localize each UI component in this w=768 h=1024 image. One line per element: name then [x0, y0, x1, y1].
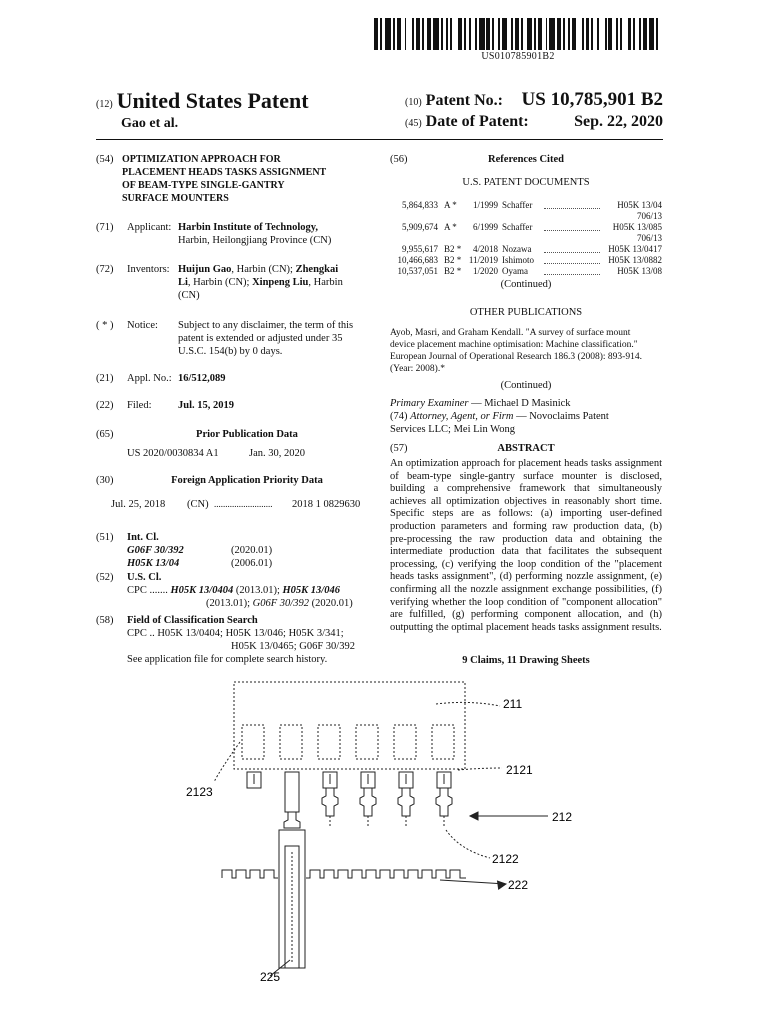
inventor-name: Li [178, 277, 188, 288]
reference-class: H05K 13/085 [612, 222, 662, 232]
patent-number: US 10,785,901 B2 [521, 89, 663, 110]
inventor-place: , Harbin (CN); [231, 264, 296, 275]
references-continued: (Continued) [500, 279, 552, 290]
f72-code: (72) [96, 264, 114, 275]
publications-continued: (Continued) [500, 380, 552, 391]
prior-pub-heading: Prior Publication Data [196, 429, 298, 440]
f58-code: (58) [96, 615, 114, 626]
placement-head-beam [234, 682, 465, 769]
us-patent-docs-heading: U.S. PATENT DOCUMENTS [462, 177, 590, 188]
foreign-number: 2018 1 0829630 [292, 499, 361, 510]
foreign-priority-heading: Foreign Application Priority Data [171, 475, 323, 486]
reference-row [384, 244, 662, 255]
conveyor-rail [222, 870, 466, 878]
reference-name: Schaffer [502, 222, 533, 232]
label-225: 225 [260, 970, 281, 984]
reference-date: 6/1999 [472, 222, 498, 232]
invention-title [122, 153, 326, 205]
invention-title-line: SURFACE MOUNTERS [122, 193, 229, 204]
inventor-name: Zhengkai [295, 264, 339, 275]
cpc-year: (2013.01); [233, 585, 283, 596]
reference-date: 1/1999 [472, 200, 498, 210]
reference-kind: B2 * [444, 255, 462, 265]
reference-patent-number: 10,537,051 [397, 266, 438, 276]
references-heading: References Cited [488, 154, 564, 165]
other-publications-heading: OTHER PUBLICATIONS [469, 307, 583, 318]
date-code: (45) [405, 118, 422, 129]
reference-patent-number: 10,466,683 [397, 255, 438, 265]
patent-number-line [405, 89, 663, 110]
reference-row [384, 200, 662, 211]
filed-label: Filed: [127, 400, 152, 411]
inventor-short: Gao et al. [121, 116, 179, 131]
attorney-label: Attorney, Agent, or Firm [410, 411, 514, 422]
reference-row-cont [384, 211, 662, 222]
int-cl-year: (2020.01) [231, 545, 273, 556]
reference-class: H05K 13/0882 [608, 255, 662, 265]
patent-type [96, 88, 309, 114]
claims-sheets: 9 Claims, 11 Drawing Sheets [462, 655, 590, 666]
invention-title-line: OPTIMIZATION APPROACH FOR [122, 154, 281, 165]
notice-line: U.S.C. 154(b) by 0 days. [178, 346, 283, 357]
applicant [178, 221, 331, 247]
other-publication-line: (Year: 2008).* [390, 364, 445, 374]
us-cl-cpc-cont [206, 597, 353, 610]
reference-kind: A * [444, 200, 457, 210]
abstract-code: (57) [390, 443, 408, 454]
attorney-name-cont: Services LLC; Mei Lin Wong [390, 424, 515, 435]
other-publication-line: European Journal of Operational Research 186.3 (2008): 893-914. [390, 352, 642, 362]
foreign-dots: .......................... [214, 499, 273, 509]
appl-no: 16/512,089 [178, 373, 226, 384]
inventor-place: , Harbin (CN); [187, 277, 253, 288]
patent-no-code: (10) [405, 97, 422, 108]
feeder [279, 830, 305, 968]
f22-code: (22) [96, 400, 114, 411]
reference-class-secondary: 706/13 [636, 233, 662, 243]
label-212: 212 [552, 810, 573, 824]
other-publication-line: Ayob, Masri, and Graham Kendall. "A survey of surface mount [390, 328, 631, 338]
abstract-heading: ABSTRACT [497, 443, 555, 454]
applicant-place: Harbin, Heilongjiang Province (CN) [178, 235, 332, 246]
patent-date: Sep. 22, 2020 [574, 113, 663, 130]
label-2122: 2122 [492, 852, 519, 866]
f56-code: (56) [390, 154, 408, 165]
int-cl-year: (2006.01) [231, 558, 273, 569]
f52-code: (52) [96, 572, 114, 583]
f21-code: (21) [96, 373, 114, 384]
examiner-label: Primary Examiner [390, 398, 469, 409]
foreign-date: Jul. 25, 2018 [111, 499, 166, 510]
reference-class: H05K 13/04 [617, 200, 662, 210]
left-column [96, 153, 372, 673]
reference-name: Schaffer [502, 200, 533, 210]
cpc-code: H05K 13/046 [282, 585, 340, 596]
barcode [374, 18, 662, 50]
reference-leader-dots [544, 208, 600, 209]
reference-leader-dots [544, 230, 600, 231]
applicant-name: Harbin Institute of Technology, [178, 222, 319, 233]
cpc-prefix: CPC ....... [127, 585, 168, 596]
applicant-label: Applicant: [127, 222, 172, 233]
nozzles [322, 788, 452, 816]
patent-title: United States Patent [116, 88, 309, 113]
notice-line: patent is extended or adjusted under 35 [178, 333, 343, 344]
notice-line: Subject to any disclaimer, the term of this [178, 320, 354, 331]
field-search-note: See application file for complete search history. [127, 654, 328, 665]
int-cl-label: Int. Cl. [127, 532, 159, 543]
label-2123: 2123 [186, 785, 213, 799]
cpc-code: G06F 30/392 [252, 598, 309, 609]
inventors-label: Inventors: [127, 264, 170, 275]
date-label: Date of Patent: [425, 113, 529, 130]
other-publication-line: device placement machine optimisation: Machine classification." [390, 340, 638, 350]
reference-class: H05K 13/08 [617, 266, 662, 276]
label-2121: 2121 [506, 763, 533, 777]
reference-name: Oyama [502, 266, 528, 276]
reference-name: Ishimoto [502, 255, 535, 265]
examiner-name: — Michael D Masinick [468, 398, 571, 409]
prior-pub-date: Jan. 30, 2020 [249, 448, 305, 459]
reference-kind: A * [444, 222, 457, 232]
reference-date: 11/2019 [468, 255, 498, 265]
patent-date-line [405, 113, 663, 131]
reference-row [384, 266, 662, 277]
field-search-line: H05K 13/0465; G06F 30/392 [231, 641, 355, 652]
reference-row [384, 255, 662, 266]
reference-kind: B2 * [444, 244, 462, 254]
us-cl-cpc [127, 584, 375, 597]
filed-date: Jul. 15, 2019 [178, 400, 235, 411]
inventor-name: Xinpeng Liu [252, 277, 309, 288]
nozzle-block [285, 772, 299, 812]
other-publication [390, 327, 662, 375]
patent-no-label: Patent No.: [425, 92, 503, 109]
f30-code: (30) [96, 475, 114, 486]
reference-leader-dots [544, 263, 600, 264]
field-search-label: Field of Classification Search [127, 615, 258, 626]
patent-figure [0, 670, 768, 1024]
notice-label: Notice: [127, 320, 158, 331]
type-code: (12) [96, 98, 113, 110]
field-search-line: CPC .. H05K 13/0404; H05K 13/046; H05K 3/341; [127, 628, 344, 639]
reference-patent-number: 5,909,674 [402, 222, 438, 232]
label-211: 211 [503, 697, 523, 711]
attorney-code: (74) [390, 411, 408, 422]
f54-code: (54) [96, 154, 114, 165]
label-222: 222 [508, 878, 529, 892]
header-divider [96, 139, 663, 140]
abstract-text: An optimization approach for placement heads tasks assignment of beam-type single-gantry surface mounter is disclosed, building a comprehensive framework that simultaneously achieves all optimization objectives in reasonably short time. Specific steps are as follows: (a) importing user-defined production parameters and forming raw production data, (b) pre-processing the raw production data and obtaining the intermediate production data that facilitates the subsequent processing, (c) verifying the loop condition of the "placement heads tasks assignment", (d) performing nozzle assignment, (e) confirming all the nozzle assignment exchange possibilities, (f) verifying whether the loop condition of "component allocation" are fulfilled, (g) performing component allocation, and (h) outputting the optimal placement heads tasks assignment results. [390, 458, 662, 633]
reference-patent-number: 9,955,617 [402, 244, 438, 254]
us-cl-label: U.S. Cl. [127, 572, 162, 583]
f71-code: (71) [96, 222, 114, 233]
cpc-year: (2013.01); [206, 598, 253, 609]
reference-kind: B2 * [444, 266, 462, 276]
reference-name: Nozawa [502, 244, 532, 254]
attorney-name: — Novoclaims Patent [513, 411, 609, 422]
inventor-name: Huijun Gao [178, 264, 232, 275]
reference-leader-dots [544, 274, 600, 275]
int-cl-code: G06F 30/392 [127, 545, 184, 556]
prior-pub-number: US 2020/0030834 A1 [127, 448, 219, 459]
notice-text [178, 319, 372, 358]
inventor-place: (CN) [178, 290, 200, 301]
f51-code: (51) [96, 532, 114, 543]
foreign-country: (CN) [187, 499, 209, 510]
notice-code: ( * ) [96, 320, 114, 331]
reference-row-cont [384, 233, 662, 244]
invention-title-line: PLACEMENT HEADS TASKS ASSIGNMENT [122, 167, 327, 178]
invention-title-line: OF BEAM-TYPE SINGLE-GANTRY [122, 180, 285, 191]
inventor-place: , Harbin [308, 277, 343, 288]
reference-leader-dots [544, 252, 600, 253]
document-number: US010785901B2 [481, 51, 555, 62]
reference-patent-number: 5,864,833 [402, 200, 438, 210]
f65-code: (65) [96, 429, 114, 440]
appl-no-label: Appl. No.: [127, 373, 172, 384]
reference-date: 1/2020 [472, 266, 498, 276]
cpc-year: (2020.01) [308, 598, 353, 609]
reference-class: H05K 13/0417 [608, 244, 662, 254]
reference-row [384, 222, 662, 233]
feeder-nozzle [284, 812, 300, 828]
examiner-block [390, 397, 662, 436]
reference-date: 4/2018 [472, 244, 498, 254]
cpc-code: H05K 13/0404 [170, 585, 234, 596]
int-cl-code: H05K 13/04 [127, 558, 180, 569]
inventors [178, 263, 372, 302]
reference-class-secondary: 706/13 [636, 211, 662, 221]
